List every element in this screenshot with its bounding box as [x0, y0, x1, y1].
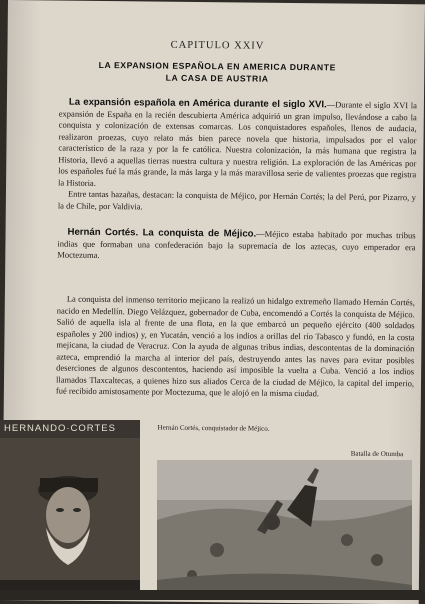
section-cortes-body-2: La conquista del inmenso territorio mejicano la realizó un hidalgo extremeño llamado Hernán Cortés, nacido en Medellín. Diego Velázquez, gobernador de Cuba, encomendó a Cortés la conquista de Méjico. Salió de aquella isla al frente de una flota, en la que embarcó un pequeño ejército (400 soldados españoles y 200 indios) y, en Yucatán, venció a los indios a orillas del río Tabasco y fundó, en la costa mejicana, la ciudad de Veracruz. Con la ayuda de algunas tribus indias, descontentas de la dominación azteca, emprendió la marcha al interior del país, destruyendo antes las naves para evitar posibles deserciones de algunos descontentos, haciendo así imposible la vuelta a Cuba. Venció a los indios llamados Tlaxcaltecas, a quienes hizo sus aliados Cerca de la ciudad de Méjico, la capital del imperio, fué recibido amistosamente por Moctezuma, que le alojó en la misma ciudad.: [55, 293, 415, 399]
battle-illustration: [157, 460, 412, 600]
portrait-caption: Hernán Cortés, conquistador de Méjico.: [157, 423, 270, 433]
chapter-number: CAPITULO XXIV: [170, 39, 265, 52]
page-bottom-shadow: [0, 590, 425, 600]
portrait-frame-text: HERNANDO·CORTES: [4, 423, 116, 434]
section-cortes-continued: [56, 294, 415, 401]
section-expansion-body-2: Entre tantas hazañas, destacan: la conquista de Méjico, por Hernán Cortés; la del Perú, por Pizarro, y la de Chile, por Valdivia.: [57, 188, 417, 211]
section-expansion-paragraph: [58, 97, 417, 193]
cortes-portrait-image: [0, 420, 140, 600]
chapter-title-line-1: LA EXPANSION ESPAÑOLA EN AMERICA DURANTE: [98, 59, 336, 73]
section-cortes-body: —Méjico estaba habitado por muchas tribus indias que formaban una confederación bajo la supremacía de los aztecas, cuyo emperador era Moctezuma.: [57, 228, 416, 260]
battle-caption: Batalla de Otumba: [350, 449, 404, 459]
section-cortes-paragraph: [57, 227, 415, 265]
portrait-illustration: [0, 420, 140, 600]
section-cortes-heading: Hernán Cortés. La conquista de Méjico.: [67, 226, 257, 240]
section-expansion-heading: La expansión española en América durante el siglo XVI.: [68, 96, 327, 111]
section-expansion-body: —Durante el siglo XVI la expansión de España en la recién descubierta América adquirió un gran impulso, llevándose a cabo la conquista y colonización de extensas comarcas. Los conquistadores españoles, llenos de audacia, realizaron proezas, cuyo relato más bien parece novela que historia, impulsados por el valor característico de la raza y por la fe católica. Nuestra colonización, la más humana que registra la Historia, llevó a aquellas tierras nuestra cultura y nuestra religión. La exploración de las Américas por los españoles fué la más grande, la más larga y la más maravillosa serie de valientes proezas que registra la Historia.: [58, 99, 417, 188]
section-cortes: [57, 227, 415, 265]
chapter-title-line-2: LA CASA DE AUSTRIA: [165, 72, 269, 84]
section-expansion: [58, 97, 417, 216]
chapter-title: [7, 58, 425, 86]
battle-of-otumba-image: [157, 460, 412, 600]
